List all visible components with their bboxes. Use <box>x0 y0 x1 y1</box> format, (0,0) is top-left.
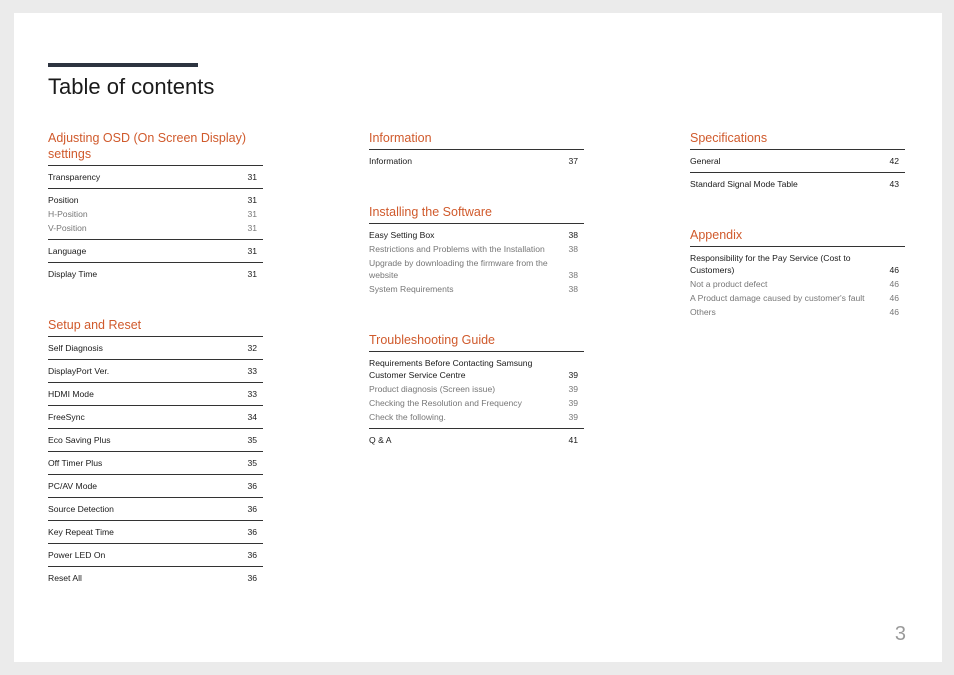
toc-group <box>48 475 263 498</box>
toc-section <box>690 130 905 195</box>
toc-entry-label: Q & A <box>369 435 392 445</box>
toc-entry-label: Easy Setting Box <box>369 230 435 240</box>
toc-entry-label: Upgrade by downloading the firmware from the website <box>369 258 548 280</box>
toc-entry[interactable] <box>369 256 584 282</box>
toc-entry-label: HDMI Mode <box>48 389 94 399</box>
page-number: 3 <box>894 623 906 645</box>
toc-entry-page: 33 <box>247 366 257 376</box>
toc-entry-label: Restrictions and Problems with the Installation <box>369 244 545 254</box>
toc-entry-page: 31 <box>247 172 257 182</box>
toc-entry[interactable] <box>369 154 584 168</box>
toc-entry-page: 38 <box>568 270 578 280</box>
toc-entry-label: Off Timer Plus <box>48 458 103 468</box>
toc-entry-label: Language <box>48 246 87 256</box>
toc-entry-page: 46 <box>889 279 899 289</box>
toc-section <box>48 317 263 589</box>
toc-entry[interactable] <box>48 456 263 470</box>
toc-entry-page: 36 <box>247 481 257 491</box>
toc-column-2 <box>369 130 584 483</box>
toc-entry[interactable] <box>369 228 584 242</box>
toc-section <box>690 227 905 323</box>
toc-entry-label: Product diagnosis (Screen issue) <box>369 384 496 394</box>
section-title[interactable]: Specifications <box>690 130 905 150</box>
document-page <box>14 13 942 662</box>
toc-column-3 <box>690 130 905 355</box>
toc-entry[interactable] <box>690 177 905 191</box>
toc-entry-page: 39 <box>568 384 578 394</box>
toc-section <box>369 130 584 172</box>
toc-entry-label: General <box>690 156 721 166</box>
toc-group <box>690 247 905 323</box>
toc-entry[interactable] <box>48 433 263 447</box>
toc-entry-label: PC/AV Mode <box>48 481 98 491</box>
toc-group <box>369 224 584 300</box>
toc-entry[interactable] <box>48 502 263 516</box>
toc-entry[interactable] <box>369 242 584 256</box>
toc-entry[interactable] <box>690 251 905 277</box>
toc-entry-page: 31 <box>247 195 257 205</box>
toc-group <box>690 173 905 195</box>
toc-entry-label: Display Time <box>48 269 98 279</box>
toc-group <box>369 429 584 451</box>
toc-entry-label: Information <box>369 156 412 166</box>
toc-entry-page: 39 <box>568 412 578 422</box>
toc-group <box>48 544 263 567</box>
toc-entry[interactable] <box>48 267 263 281</box>
toc-entry[interactable] <box>48 387 263 401</box>
toc-entry[interactable] <box>48 193 263 207</box>
toc-entry-page: 37 <box>568 156 578 166</box>
toc-group <box>369 352 584 429</box>
toc-section <box>369 332 584 451</box>
section-title[interactable]: Setup and Reset <box>48 317 263 337</box>
toc-group <box>48 521 263 544</box>
toc-entry-page: 41 <box>568 435 578 445</box>
toc-group <box>48 452 263 475</box>
toc-entry-page: 39 <box>568 370 578 380</box>
toc-entry[interactable] <box>690 291 905 305</box>
section-title[interactable]: Appendix <box>690 227 905 247</box>
toc-entry-page: 31 <box>247 269 257 279</box>
toc-entry[interactable] <box>48 364 263 378</box>
toc-group <box>48 498 263 521</box>
toc-group <box>48 383 263 406</box>
toc-entry-label: Not a product defect <box>690 279 768 289</box>
toc-entry-page: 31 <box>247 209 257 219</box>
toc-entry[interactable] <box>369 282 584 296</box>
toc-entry[interactable] <box>48 410 263 424</box>
toc-entry[interactable] <box>369 356 584 382</box>
toc-entry-label: Key Repeat Time <box>48 527 114 537</box>
toc-entry[interactable] <box>48 244 263 258</box>
toc-entry-label: Power LED On <box>48 550 106 560</box>
toc-entry-page: 31 <box>247 223 257 233</box>
toc-entry-label: Reset All <box>48 573 82 583</box>
toc-entry-page: 38 <box>568 284 578 294</box>
toc-entry-label: System Requirements <box>369 284 454 294</box>
toc-entry-label: A Product damage caused by customer's fault <box>690 293 865 303</box>
toc-group <box>48 360 263 383</box>
toc-entry-label: Position <box>48 195 79 205</box>
toc-entry-page: 36 <box>247 550 257 560</box>
toc-entry-label: V-Position <box>48 223 87 233</box>
toc-entry-label: Transparency <box>48 172 101 182</box>
toc-entry-page: 32 <box>247 343 257 353</box>
toc-entry-page: 38 <box>568 230 578 240</box>
toc-entry-page: 36 <box>247 527 257 537</box>
toc-entry-label: Check the following. <box>369 412 446 422</box>
toc-entry[interactable] <box>690 277 905 291</box>
toc-entry-page: 46 <box>889 293 899 303</box>
toc-entry-label: Eco Saving Plus <box>48 435 111 445</box>
toc-entry-page: 43 <box>889 179 899 189</box>
toc-entry-page: 36 <box>247 504 257 514</box>
toc-entry[interactable] <box>690 154 905 168</box>
toc-entry[interactable] <box>48 170 263 184</box>
toc-section <box>369 204 584 300</box>
toc-group <box>48 263 263 285</box>
toc-group <box>690 150 905 173</box>
toc-entry-label: Others <box>690 307 716 317</box>
section-title[interactable]: Installing the Software <box>369 204 584 224</box>
toc-entry-label: Self Diagnosis <box>48 343 103 353</box>
toc-group <box>48 189 263 240</box>
toc-group <box>48 166 263 189</box>
toc-entry[interactable] <box>690 305 905 319</box>
toc-entry-label: Checking the Resolution and Frequency <box>369 398 522 408</box>
toc-entry-page: 35 <box>247 458 257 468</box>
toc-entry[interactable] <box>48 221 263 235</box>
toc-group <box>48 406 263 429</box>
toc-group <box>48 240 263 263</box>
toc-entry-label: Source Detection <box>48 504 114 514</box>
toc-column-1 <box>48 130 263 621</box>
section-title[interactable]: Troubleshooting Guide <box>369 332 584 352</box>
toc-section <box>48 130 263 285</box>
toc-group <box>48 429 263 452</box>
toc-entry-label: FreeSync <box>48 412 85 422</box>
toc-entry-label: DisplayPort Ver. <box>48 366 110 376</box>
toc-group <box>369 150 584 172</box>
toc-entry-page: 34 <box>247 412 257 422</box>
toc-entry[interactable] <box>48 207 263 221</box>
toc-entry-page: 33 <box>247 389 257 399</box>
title-accent-bar <box>48 63 198 67</box>
toc-entry-label: Requirements Before Contacting Samsung Customer Service Centre <box>369 358 533 380</box>
toc-entry[interactable] <box>48 548 263 562</box>
toc-entry-page: 38 <box>568 244 578 254</box>
toc-group <box>48 337 263 360</box>
toc-entry[interactable] <box>48 571 263 585</box>
toc-entry-page: 35 <box>247 435 257 445</box>
toc-entry-page: 39 <box>568 398 578 408</box>
section-title[interactable]: Adjusting OSD (On Screen Display) settings <box>48 130 263 166</box>
toc-entry[interactable] <box>369 396 584 410</box>
toc-entry-page: 42 <box>889 156 899 166</box>
toc-entry[interactable] <box>369 410 584 424</box>
toc-entry[interactable] <box>369 382 584 396</box>
toc-entry-label: Responsibility for the Pay Service (Cost to Customers) <box>690 253 851 275</box>
toc-entry-label: Standard Signal Mode Table <box>690 179 798 189</box>
section-title[interactable]: Information <box>369 130 584 150</box>
toc-entry-page: 36 <box>247 573 257 583</box>
toc-entry[interactable] <box>48 341 263 355</box>
page-title: Table of contents <box>48 74 215 99</box>
toc-entry-label: H-Position <box>48 209 88 219</box>
toc-entry[interactable] <box>369 433 584 447</box>
toc-entry-page: 46 <box>889 307 899 317</box>
toc-group <box>48 567 263 589</box>
toc-entry-page: 46 <box>889 265 899 275</box>
toc-entry[interactable] <box>48 525 263 539</box>
toc-entry-page: 31 <box>247 246 257 256</box>
toc-entry[interactable] <box>48 479 263 493</box>
